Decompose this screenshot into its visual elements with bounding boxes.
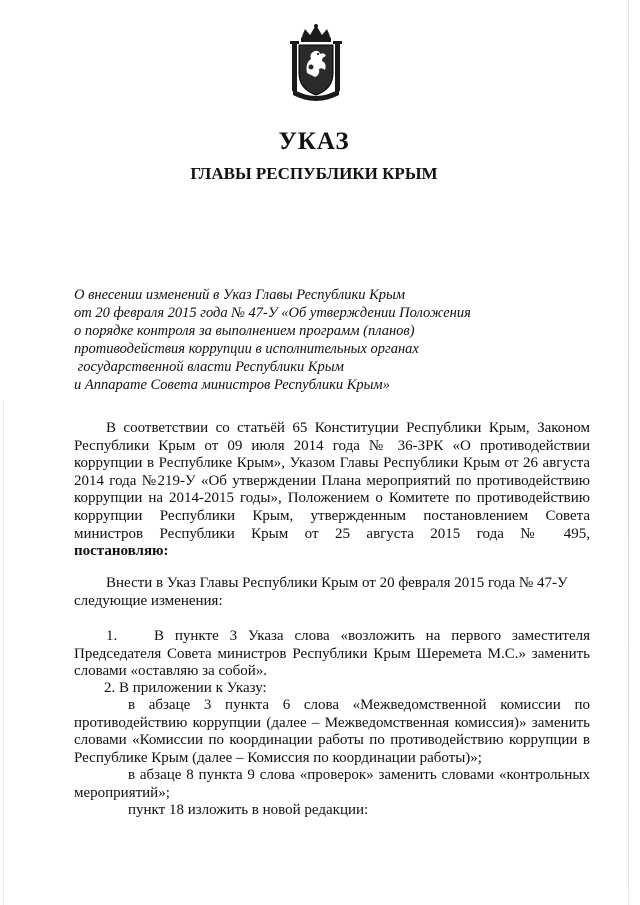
preamble-line: коррупции на 2014-2015 годы», Положением о Комитете по противодействию [74, 490, 590, 507]
document-title: УКАЗ [278, 128, 350, 155]
scan-edge-line-left [3, 400, 4, 905]
subitem-paragraph-6 [74, 697, 590, 767]
subitem-line: противодействию коррупции (далее – Межведомственная комиссия)» заменить [74, 714, 590, 731]
preamble-line: коррупции в Республике Крым», Указом Главы Республики Крым от 26 августа [74, 455, 590, 472]
item-1-line [74, 628, 590, 646]
preamble-line: Республики Крым от 09 июля 2014 года № 36-ЗРК «О противодействии [74, 437, 590, 454]
scan-edge-line [628, 0, 629, 905]
amendment-heading-line: от 20 февраля 2015 года № 47-У «Об утверждении Положения [74, 305, 471, 321]
decree-keyword: постановляю: [74, 543, 169, 560]
intro-line: Внести в Указ Главы Республики Крым от 20 февраля 2015 года № 47-У [106, 575, 568, 591]
item-1 [74, 628, 590, 681]
amendment-heading-line: и Аппарате Совета министров Республики Крым» [74, 377, 390, 393]
subitem-line: Республике Крым (далее – Комиссия по координации работы)»; [74, 749, 482, 766]
preamble-line: коррупции Республики Крым, утвержденным постановлением Совета [74, 507, 590, 524]
subitem-paragraph-18: пункт 18 изложить в новой редакции: [128, 802, 369, 818]
preamble-line: министров Республики Крым от 25 августа 2015 года № 495, [74, 525, 590, 542]
subitem-line: в абзаце 3 пункта 6 слова «Межведомственной комиссии по [128, 697, 590, 713]
amendment-heading-line: о порядке контроля за выполнением программ (планов) [74, 323, 415, 339]
item-1-line: словами «оставляю за собой». [74, 663, 268, 680]
preamble-line: 2014 года №219-У «Об утверждении Плана мероприятий по противодействию [74, 472, 590, 489]
amendment-heading [74, 286, 554, 394]
amendment-heading-line: государственной власти Республики Крым [74, 359, 344, 375]
item-1-line: Председателя Совета министров Республики Крым Шеремета М.С.» заменить [74, 645, 590, 662]
preamble-line: В соответствии со статьёй 65 Конституции Республики Крым, Законом [106, 420, 590, 436]
subitem-line: мероприятий»; [74, 784, 170, 801]
intro-line: следующие изменения: [74, 592, 223, 609]
subitem-line: словами «Комиссии по координации работы по противодействию коррупции в [74, 732, 590, 749]
item-1-text: В пункте 3 Указа слова «возложить на первого заместителя [154, 628, 590, 644]
subitem-paragraph-9 [74, 767, 590, 802]
subitem-line: в абзаце 8 пункта 9 слова «проверок» заменить словами «контрольных [128, 767, 590, 783]
item-1-number: 1. [106, 628, 118, 644]
document-subtitle: ГЛАВЫ РЕСПУБЛИКИ КРЫМ [190, 164, 438, 183]
coat-of-arms-icon [289, 23, 343, 101]
intro-paragraph [74, 575, 590, 610]
preamble-paragraph [74, 420, 590, 561]
item-2: 2. В приложении к Указу: [104, 680, 267, 696]
amendment-heading-line: противодействия коррупции в исполнительных органах [74, 341, 419, 357]
amendment-heading-line: О внесении изменений в Указ Главы Республики Крым [74, 287, 406, 303]
